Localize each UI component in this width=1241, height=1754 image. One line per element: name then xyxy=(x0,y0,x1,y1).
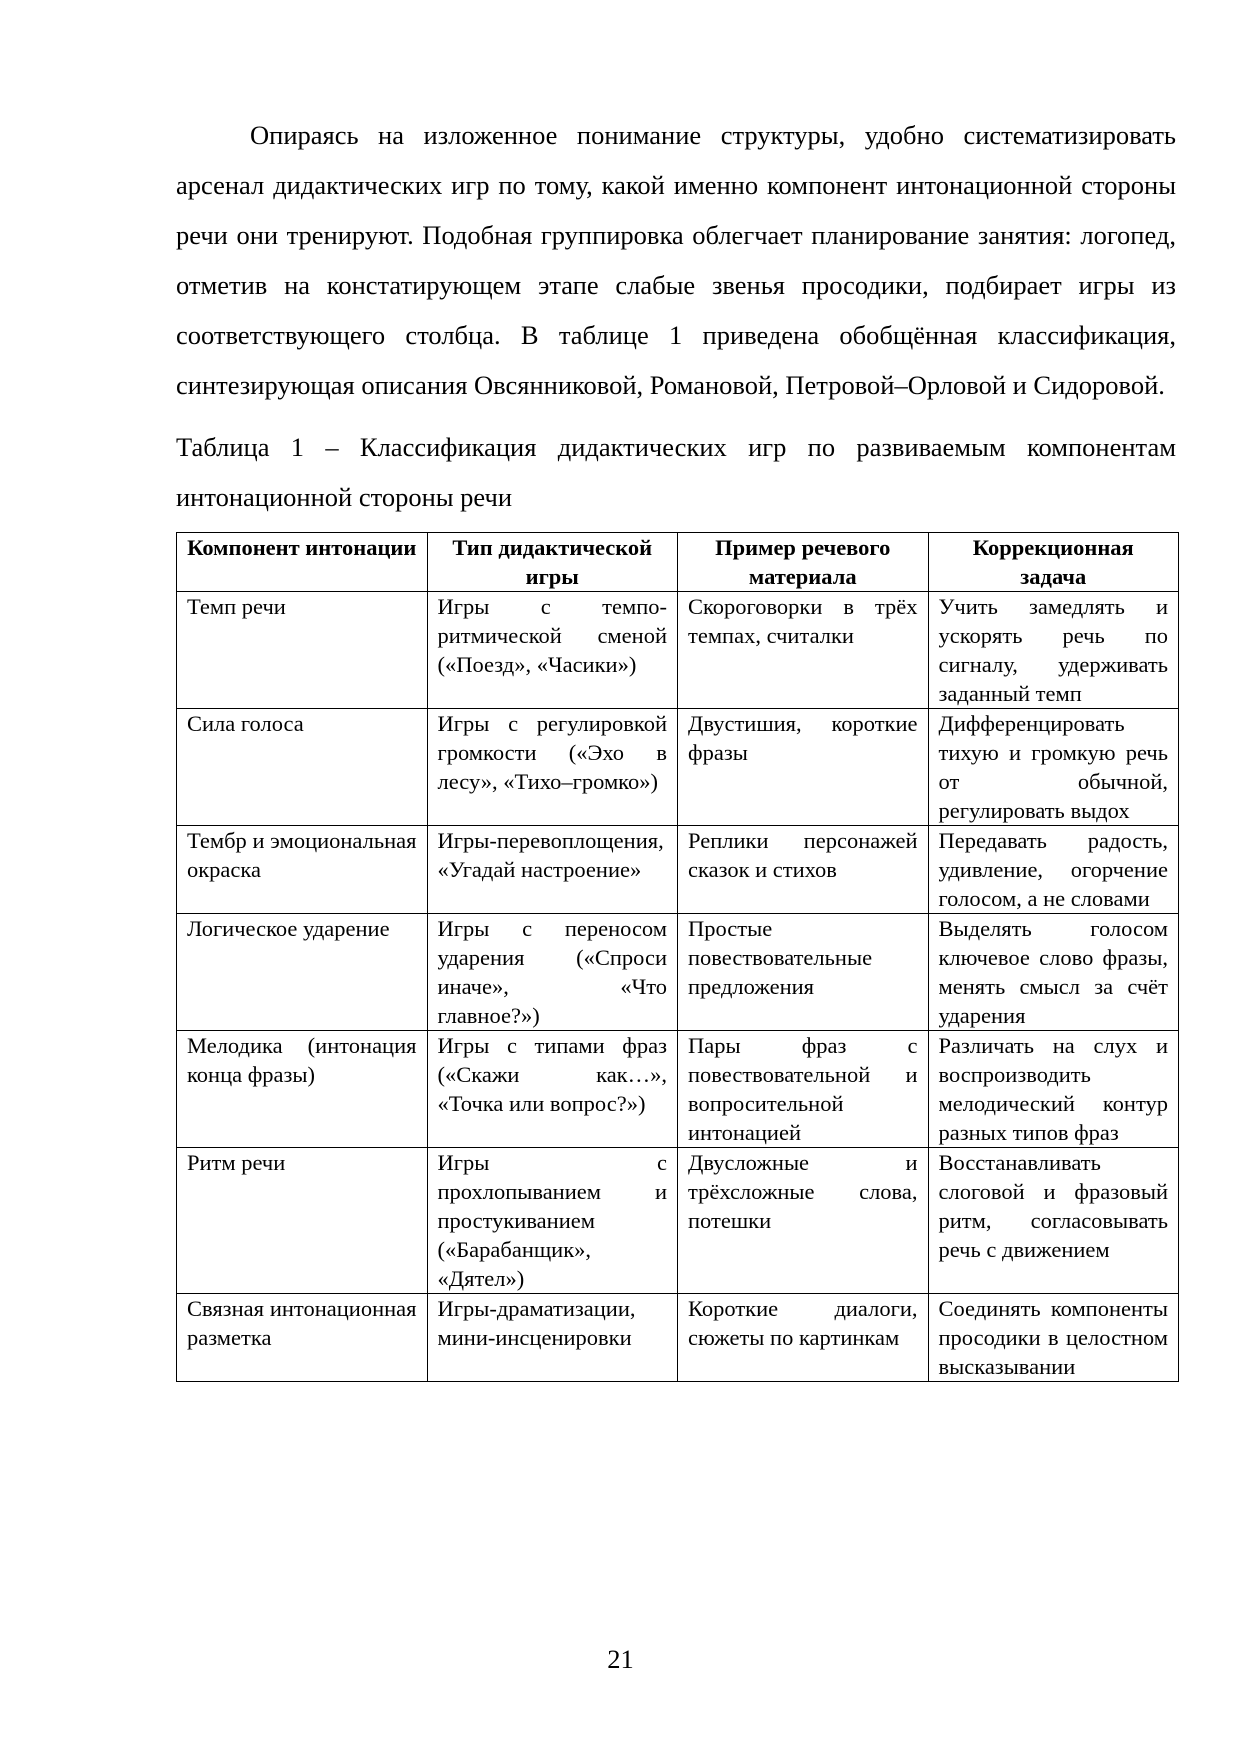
table-cell: Ритм речи xyxy=(177,1148,428,1294)
table-header-cell: Коррекционная задача xyxy=(928,533,1179,592)
page-content xyxy=(176,110,1176,1382)
table-cell: Различать на слух и воспроизводить мелодический контур разных типов фраз xyxy=(928,1031,1179,1148)
body-paragraph: Опираясь на изложенное понимание структуры, удобно систематизировать арсенал дидактических игр по тому, какой именно компонент интонационной стороны речи они тренируют. Подобная группировка облегчает планирование занятия: логопед, отметив на констатирующем этапе слабые звенья просодики, подбирает игры из соответствующего столбца. В таблице 1 приведена обобщённая классификация, синтезирующая описания Овсянниковой, Романовой, Петровой–Орловой и Сидоровой. xyxy=(176,120,1176,400)
table-cell: Выделять голосом ключевое слово фразы, менять смысл за счёт ударения xyxy=(928,914,1179,1031)
table-cell: Игры с регулировкой громкости («Эхо в лесу», «Тихо–громко») xyxy=(427,709,678,826)
table-cell: Соединять компоненты просодики в целостном высказывании xyxy=(928,1294,1179,1382)
table-cell: Связная интонационная разметка xyxy=(177,1294,428,1382)
table-cell: Передавать радость, удивление, огорчение голосом, а не словами xyxy=(928,826,1179,914)
table-cell: Реплики персонажей сказок и стихов xyxy=(678,826,929,914)
table-cell: Логическое ударение xyxy=(177,914,428,1031)
table-row xyxy=(177,914,1179,1031)
table-cell: Игры с темпо-ритмической сменой («Поезд», «Часики») xyxy=(427,592,678,709)
table-cell: Темп речи xyxy=(177,592,428,709)
table-cell: Учить замедлять и ускорять речь по сигналу, удерживать заданный темп xyxy=(928,592,1179,709)
table-caption: Таблица 1 – Классификация дидактических игр по развиваемым компонентам интонационной стороны речи xyxy=(176,432,1176,512)
table-cell: Пары фраз с повествовательной и вопросительной интонацией xyxy=(678,1031,929,1148)
table-cell: Игры-драматизации, мини-инсценировки xyxy=(427,1294,678,1382)
table-cell: Короткие диалоги, сюжеты по картинкам xyxy=(678,1294,929,1382)
table-cell: Игры с типами фраз («Скажи как…», «Точка или вопрос?») xyxy=(427,1031,678,1148)
table-cell: Двусложные и трёхсложные слова, потешки xyxy=(678,1148,929,1294)
table-cell: Двустишия, короткие фразы xyxy=(678,709,929,826)
table-cell: Дифференцировать тихую и громкую речь от обычной, регулировать выдох xyxy=(928,709,1179,826)
table-cell: Мелодика (интонация конца фразы) xyxy=(177,1031,428,1148)
table-row xyxy=(177,826,1179,914)
table-cell: Восстанавливать слоговой и фразовый ритм, согласовывать речь с движением xyxy=(928,1148,1179,1294)
classification-table xyxy=(176,532,1179,1382)
table-cell: Игры-перевоплощения, «Угадай настроение» xyxy=(427,826,678,914)
table-header-row xyxy=(177,533,1179,592)
table-cell: Игры с прохлопыванием и простукиванием («Барабанщик», «Дятел») xyxy=(427,1148,678,1294)
table-cell: Скороговорки в трёх темпах, считалки xyxy=(678,592,929,709)
table-header-cell: Пример речевого материала xyxy=(678,533,929,592)
table-cell: Тембр и эмоциональная окраска xyxy=(177,826,428,914)
table-row xyxy=(177,1031,1179,1148)
table-row xyxy=(177,709,1179,826)
table-cell: Простые повествовательные предложения xyxy=(678,914,929,1031)
table-cell: Игры с переносом ударения («Спроси иначе», «Что главное?») xyxy=(427,914,678,1031)
table-header-cell: Тип дидактической игры xyxy=(427,533,678,592)
page-number: 21 xyxy=(607,1644,634,1674)
table-row xyxy=(177,1148,1179,1294)
table-row xyxy=(177,592,1179,709)
table-header-cell: Компонент интонации xyxy=(177,533,428,592)
table-cell: Сила голоса xyxy=(177,709,428,826)
table-row xyxy=(177,1294,1179,1382)
